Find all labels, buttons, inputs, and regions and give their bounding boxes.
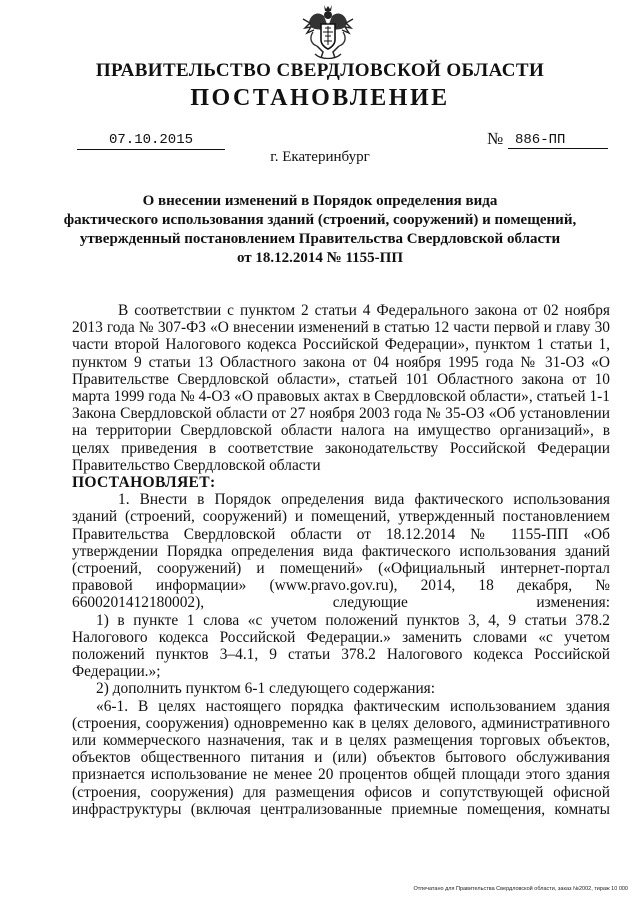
document-heading [50,192,590,268]
document-body [72,302,610,818]
heading-line: утвержденный постановлением Правительства Свердловской области [79,231,561,247]
city: г. Екатеринбург [270,149,370,165]
preamble-paragraph: В соответствии с пунктом 2 статьи 4 Федерального закона от 02 ноября 2013 года № 307-ФЗ «О внесении изменений в статью 12 части первой и главу 30 части второй Налогового кодекса Российской Федерации», пунктом 1 статьи 1, пунктом 9 статьи 13 Областного закона от 04 ноября 1995 года № 31-ОЗ «О Правительстве Свердловской области», статьей 101 Областного закона от 10 марта 1999 года № 4-ОЗ «О правовых актах в Свердловской области», статьей 1-1 Закона Свердловской области от 27 ноября 2003 года № 35-ОЗ «Об установлении на территории Свердловской области налога на имущество организаций», в целях приведения в соответствие законодательству Российской Федерации Правительство Свердловской области [72,302,610,474]
number-label: № [487,129,504,148]
heading-line: фактического использования зданий (строений, сооружений) и помещений, [63,212,577,228]
clause-6-1-paragraph: «6-1. В целях настоящего порядка фактическим использованием здания (строения, сооружения) одновременно как в целях делового, административного или коммерческого назначения, так и в целях размещения торговых объектов, объектов общественного питания и (или) объектов бытового обслуживания признается использование не менее 20 процентов общей площади этого здания (строения, сооружения) для размещения офисов и сопутствующей офисной инфраструктуры (включая централизованные приемные помещения, комнаты [72,697,610,818]
clause-1-2-paragraph: 2) дополнить пунктом 6-1 следующего содержания: [96,680,436,698]
heading-line: О внесении изменений в Порядок определения вида [142,193,498,209]
document-type: ПОСТАНОВЛЕНИЕ [190,85,450,111]
print-note: Отпечатано для Правительства Свердловской области, заказ №2002, тираж 10 000 [413,886,628,892]
coat-of-arms-icon [301,2,355,62]
clause-1-1-paragraph: 1) в пункте 1 слова «с учетом положений пунктов 3, 4, 9 статьи 378.2 Налогового кодекса Российской Федерации.» заменить словами «с учетом положений пунктов 3–4.1, 9 статьи 378.2 Налогового кодекса Российской Федерации.»; [72,611,610,681]
heading-line: от 18.12.2014 № 1155-ПП [237,250,403,266]
clause-1-paragraph: 1. Внести в Порядок определения вида фактического использования зданий (строений, сооружений) и помещений, утвержденный постановлением Правительства Свердловской области от 18.12.2014 № 1155-ПП «Об утверждении Порядка определения вида фактического использования зданий (строений, сооружений) и помещений» («Официальный интернет-портал правовой информации» (www.pravo.gov.ru), 2014, 18 декабря, № 6600201412180002), следующие изменения: [72,491,610,612]
resolves-keyword: ПОСТАНОВЛЯЕТ: [72,474,216,492]
document-date: 07.10.2015 [77,131,225,150]
document-number: 886-ПП [508,131,608,149]
government-name: ПРАВИТЕЛЬСТВО СВЕРДЛОВСКОЙ ОБЛАСТИ [95,60,545,81]
